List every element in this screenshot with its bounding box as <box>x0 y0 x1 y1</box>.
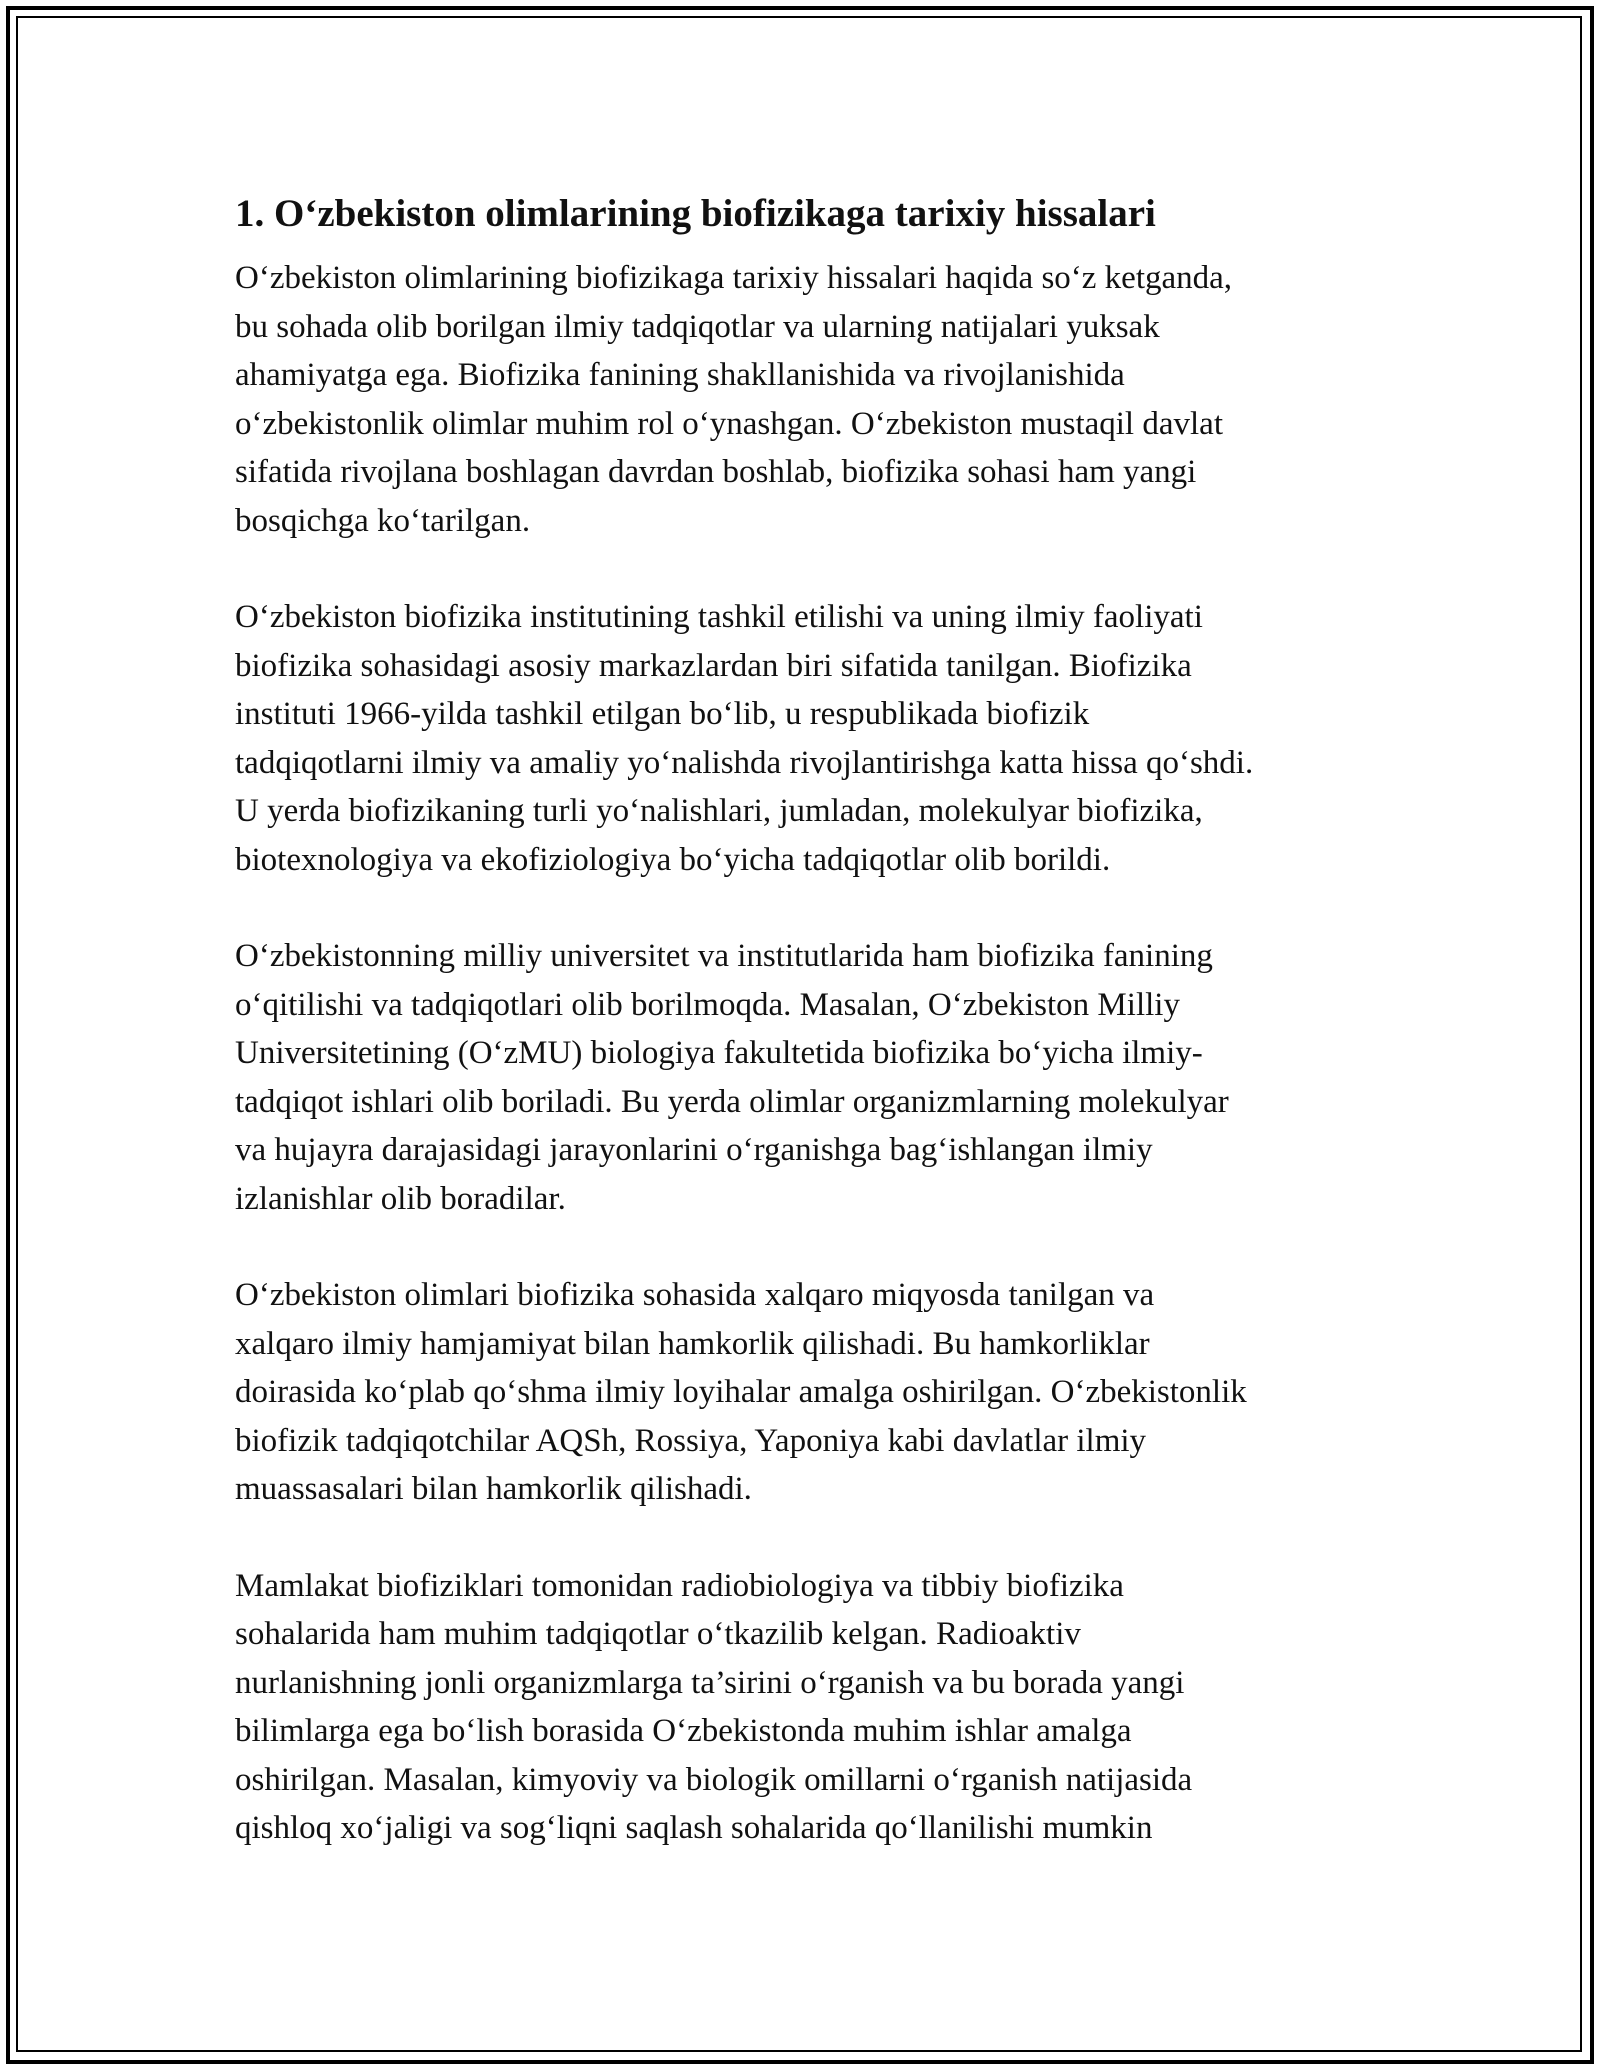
section-heading: 1. O‘zbekiston olimlarining biofizikaga tarixiy hissalari <box>235 192 1156 235</box>
paragraph-line: bosqichga ko‘tarilgan. <box>235 502 531 539</box>
paragraph-line: o‘qitilishi va tadqiqotlari olib borilmoqda. Masalan, O‘zbekiston Milliy <box>235 986 1180 1023</box>
paragraph-1 <box>235 254 1370 545</box>
paragraph-4 <box>235 1271 1370 1514</box>
paragraph-line: biofizika sohasidagi asosiy markazlardan biri sifatida tanilgan. Biofizika <box>235 647 1192 684</box>
paragraph-line: doirasida ko‘plab qo‘shma ilmiy loyihalar amalga oshirilgan. O‘zbekistonlik <box>235 1374 1247 1410</box>
paragraph-line: O‘zbekiston olimlarining biofizikaga tarixiy hissalari haqida so‘z ketganda, <box>235 260 1233 296</box>
paragraph-line: muassasalari bilan hamkorlik qilishadi. <box>235 1471 752 1507</box>
paragraph-3 <box>235 932 1370 1223</box>
paragraph-line: tadqiqot ishlari olib boriladi. Bu yerda olimlar organizmlarning molekulyar <box>235 1083 1229 1120</box>
paragraph-line: oshirilgan. Masalan, kimyoviy va biologik omillarni o‘rganish natijasida <box>235 1761 1193 1798</box>
paragraph-2 <box>235 593 1370 884</box>
paragraph-line: nurlanishning jonli organizmlarga ta’sirini o‘rganish va bu borada yangi <box>235 1664 1185 1701</box>
paragraph-line: xalqaro ilmiy hamjamiyat bilan hamkorlik qilishadi. Bu hamkorliklar <box>235 1325 1150 1362</box>
paragraph-line: sohalarida ham muhim tadqiqotlar o‘tkazilib kelgan. Radioaktiv <box>235 1616 1081 1652</box>
paragraph-line: izlanishlar olib boradilar. <box>235 1180 566 1217</box>
paragraph-list <box>235 254 1370 1853</box>
paragraph-line: biotexnologiya va ekofiziologiya bo‘yicha tadqiqotlar olib borildi. <box>235 841 1111 878</box>
paragraph-line: va hujayra darajasidagi jarayonlarini o‘rganishga bag‘ishlangan ilmiy <box>235 1132 1153 1168</box>
paragraph-line: tadqiqotlarni ilmiy va amaliy yo‘nalishda rivojlantirishga katta hissa qo‘shdi. <box>235 744 1254 781</box>
paragraph-line: sifatida rivojlana boshlagan davrdan boshlab, biofizika sohasi ham yangi <box>235 454 1197 490</box>
paragraph-line: bu sohada olib borilgan ilmiy tadqiqotlar va ularning natijalari yuksak <box>235 308 1160 345</box>
paragraph-line: qishloq xo‘jaligi va sog‘liqni saqlash sohalarida qo‘llanilishi mumkin <box>235 1810 1153 1846</box>
paragraph-line: ahamiyatga ega. Biofizika fanining shakllanishida va rivojlanishida <box>235 357 1125 393</box>
paragraph-line: o‘zbekistonlik olimlar muhim rol o‘ynashgan. O‘zbekiston mustaqil davlat <box>235 405 1223 442</box>
paragraph-line: O‘zbekiston biofizika institutining tashkil etilishi va uning ilmiy faoliyati <box>235 599 1203 635</box>
paragraph-line: instituti 1966-yilda tashkil etilgan bo‘lib, u respublikada biofizik <box>235 696 1090 732</box>
paragraph-line: Universitetining (O‘zMU) biologiya fakultetida biofizika bo‘yicha ilmiy- <box>235 1035 1203 1071</box>
document-body <box>235 186 1370 1901</box>
paragraph-line: Mamlakat biofiziklari tomonidan radiobiologiya va tibbiy biofizika <box>235 1567 1124 1604</box>
paragraph-line: biofizik tadqiqotchilar AQSh, Rossiya, Yaponiya kabi davlatlar ilmiy <box>235 1422 1147 1459</box>
paragraph-line: O‘zbekiston olimlari biofizika sohasida xalqaro miqyosda tanilgan va <box>235 1277 1155 1313</box>
paragraph-line: O‘zbekistonning milliy universitet va institutlarida ham biofizika fanining <box>235 938 1213 974</box>
paragraph-line: U yerda biofizikaning turli yo‘nalishlari, jumladan, molekulyar biofizika, <box>235 793 1203 829</box>
paragraph-5 <box>235 1562 1370 1853</box>
paragraph-line: bilimlarga ega bo‘lish borasida O‘zbekistonda muhim ishlar amalga <box>235 1713 1132 1749</box>
